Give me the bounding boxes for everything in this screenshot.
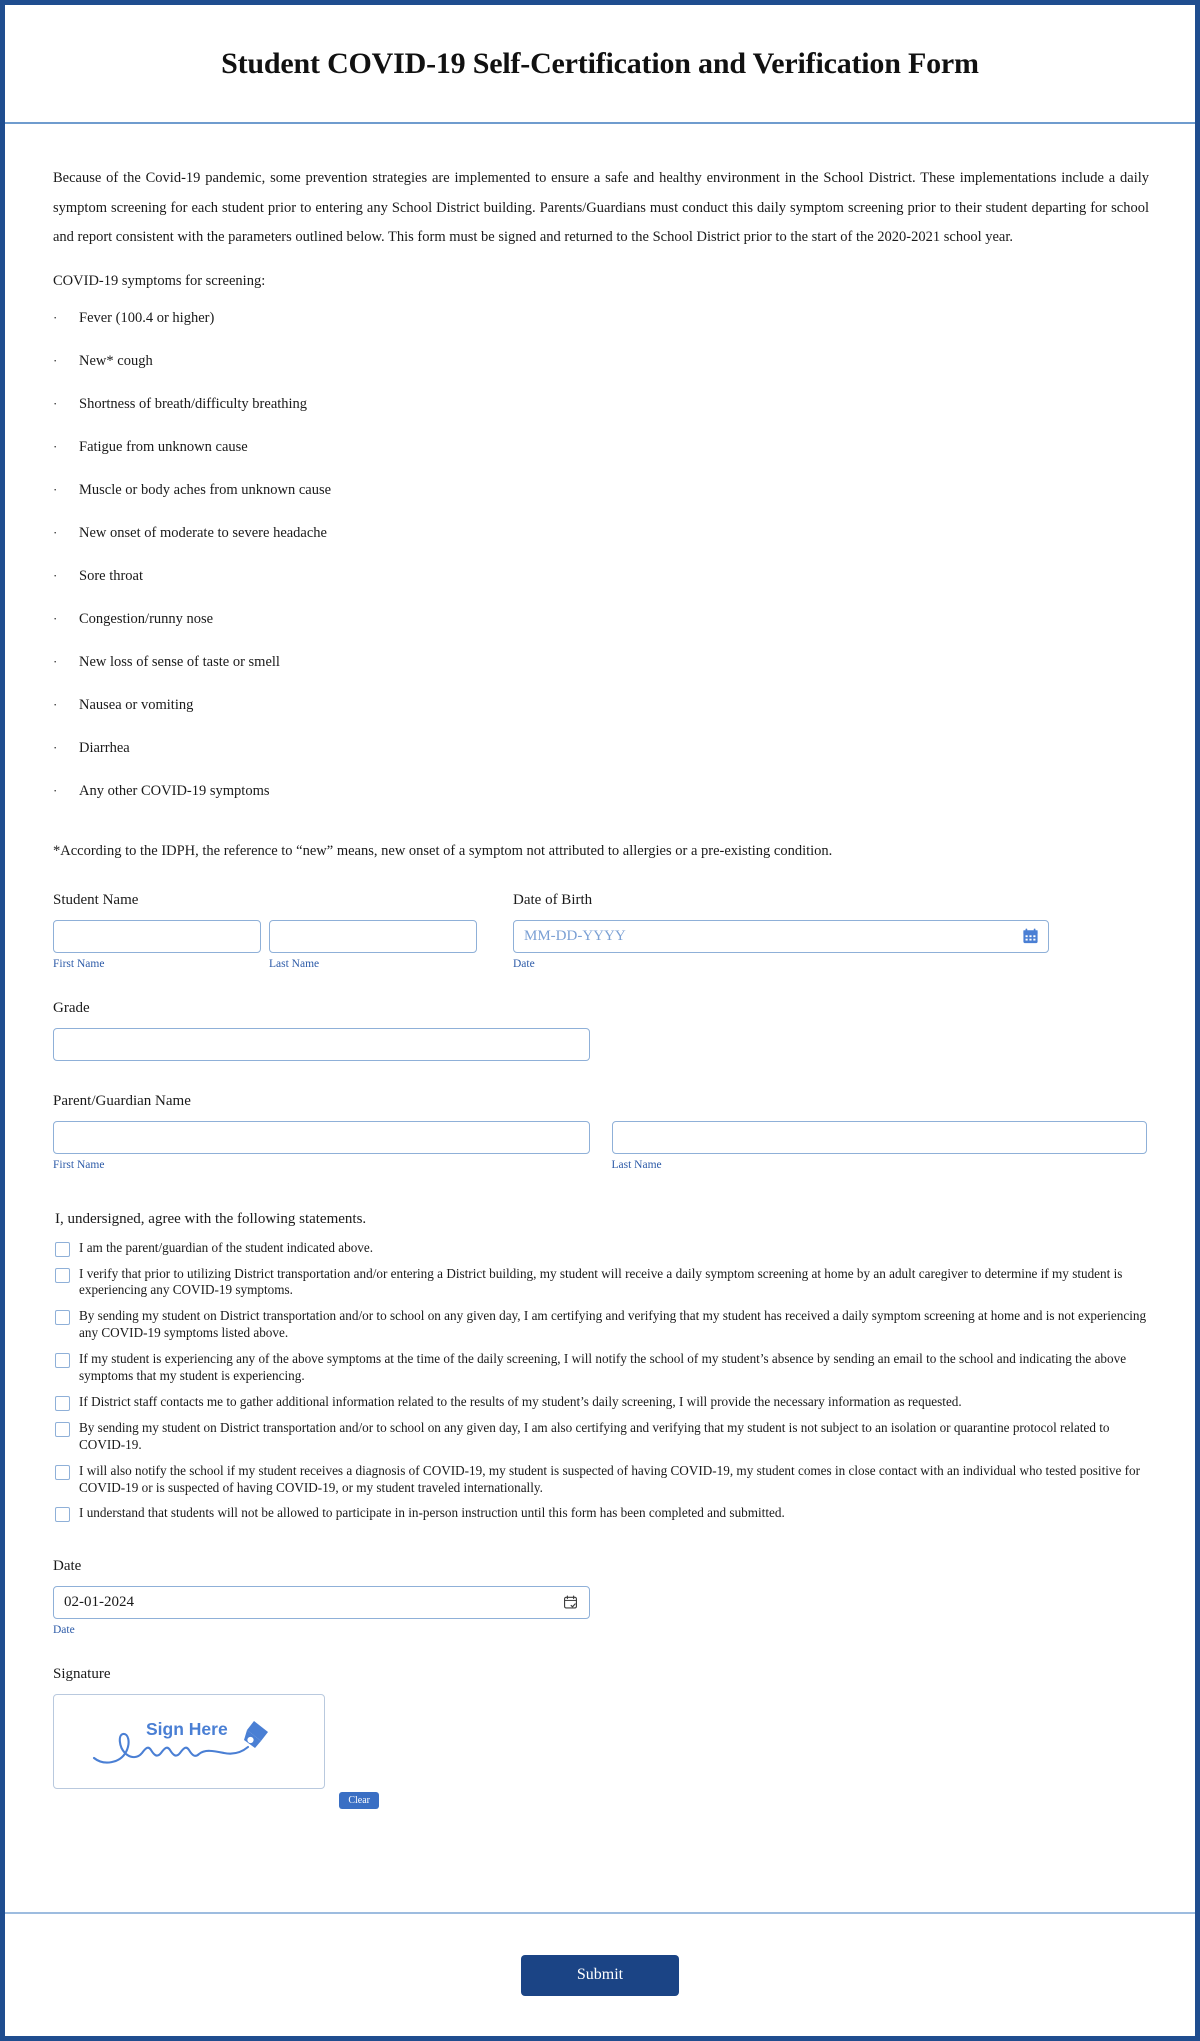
list-item <box>53 655 1147 670</box>
agreement-row <box>53 1308 1147 1342</box>
clear-signature-button[interactable]: Clear <box>339 1792 379 1809</box>
list-item <box>53 612 1147 627</box>
agreement-label-2: I verify that prior to utilizing District transportation and/or entering a District building, my student will receive a daily symptom screening at home by an adult caregiver to determine if my student is experiencing any COVID-19 symptoms. <box>79 1265 1123 1298</box>
date-of-birth-input[interactable] <box>513 920 1049 953</box>
grade-field-block <box>53 1000 1147 1061</box>
list-item <box>53 698 1147 713</box>
agreement-row <box>53 1351 1147 1385</box>
agreement-row <box>53 1463 1147 1497</box>
page-title: Student COVID-19 Self-Certification and Verification Form <box>221 46 979 80</box>
symptom-label: New* cough <box>79 352 153 369</box>
sign-here-text: Sign Here <box>145 1718 228 1739</box>
parent-last-name-sublabel: Last Name <box>611 1158 662 1171</box>
bullet-icon: · <box>53 309 58 325</box>
agreements-list <box>53 1240 1147 1523</box>
idph-footnote: *According to the IDPH, the reference to “new” means, new onset of a symptom not attributed to allergies or a pre-existing condition. <box>53 843 833 860</box>
student-name-label: Student Name <box>53 891 139 908</box>
grade-label: Grade <box>53 999 90 1016</box>
agreement-checkbox-4[interactable] <box>55 1353 70 1368</box>
student-last-name-sublabel: Last Name <box>269 957 320 970</box>
date-label: Date <box>53 1558 82 1575</box>
date-of-birth-sublabel: Date <box>513 957 535 970</box>
student-first-name-input[interactable] <box>53 920 261 953</box>
bullet-icon: · <box>53 438 58 454</box>
student-last-name-input[interactable] <box>269 920 477 953</box>
list-item <box>53 741 1147 756</box>
date-of-birth-label: Date of Birth <box>513 891 593 908</box>
agreement-row <box>53 1420 1147 1454</box>
bullet-icon: · <box>53 352 58 368</box>
grade-input[interactable] <box>53 1028 590 1061</box>
parent-guardian-field-block <box>53 1093 1147 1171</box>
list-item <box>53 354 1147 369</box>
agreement-row <box>53 1394 1147 1411</box>
agreements-intro: I, undersigned, agree with the following statements. <box>55 1210 367 1227</box>
agreement-label-1: I am the parent/guardian of the student indicated above. <box>79 1239 374 1255</box>
signature-pad[interactable] <box>53 1694 370 1807</box>
agreement-label-3: By sending my student on District transportation and/or to school on any given day, I am certifying and verifying that my student has received a daily symptom screening at home and is not experiencing any COVID-19 symptoms listed above. <box>79 1308 1147 1341</box>
calendar-icon[interactable] <box>1022 928 1039 945</box>
parent-guardian-name-label: Parent/Guardian Name <box>53 1092 191 1109</box>
symptom-label: Fever (100.4 or higher) <box>79 309 215 326</box>
list-item <box>53 784 1147 799</box>
symptom-label: Diarrhea <box>79 739 130 756</box>
parent-first-name-sublabel: First Name <box>53 1158 105 1171</box>
date-input[interactable] <box>53 1586 590 1619</box>
form-body <box>5 124 1195 1807</box>
list-item <box>53 311 1147 326</box>
student-first-name-sublabel: First Name <box>53 957 105 970</box>
bullet-icon: · <box>53 782 58 798</box>
agreement-row <box>53 1505 1147 1522</box>
agreement-checkbox-2[interactable] <box>55 1268 70 1283</box>
date-field-block <box>53 1558 1147 1636</box>
symptom-label: New onset of moderate to severe headache <box>79 524 327 541</box>
symptom-label: Fatigue from unknown cause <box>79 438 248 455</box>
list-item <box>53 397 1147 412</box>
bullet-icon: · <box>53 567 58 583</box>
agreement-checkbox-7[interactable] <box>55 1465 70 1480</box>
symptom-label: Muscle or body aches from unknown cause <box>79 481 332 498</box>
bullet-icon: · <box>53 739 58 755</box>
intro-paragraph: Because of the Covid-19 pandemic, some prevention strategies are implemented to ensure a safe and healthy environment in the School District. These implementations include a daily symptom screening for each student prior to entering any School District building. Parents/Guardians must conduct this daily symptom screening prior to their student departing for school and report consistent with the parameters outlined below. This form must be signed and returned to the School District prior to the start of the 2020-2021 school year. <box>53 170 1149 246</box>
agreement-checkbox-6[interactable] <box>55 1422 70 1437</box>
bullet-icon: · <box>53 481 58 497</box>
symptom-label: Shortness of breath/difficulty breathing <box>79 395 308 412</box>
parent-last-name-input[interactable] <box>612 1121 1148 1154</box>
sign-here-illustration <box>82 1709 297 1775</box>
agreement-row <box>53 1266 1147 1300</box>
symptom-label: Congestion/runny nose <box>79 610 214 627</box>
bullet-icon: · <box>53 524 58 540</box>
symptom-label: Sore throat <box>79 567 144 584</box>
signature-label: Signature <box>53 1666 111 1683</box>
list-item <box>53 483 1147 498</box>
symptoms-heading: COVID-19 symptoms for screening: <box>53 273 266 290</box>
symptom-list <box>53 311 1147 799</box>
list-item <box>53 569 1147 584</box>
agreement-row <box>53 1240 1147 1257</box>
student-name-and-dob-row <box>53 892 1147 970</box>
parent-first-name-input[interactable] <box>53 1121 590 1154</box>
signature-field-block <box>53 1666 1147 1807</box>
form-header <box>5 5 1195 124</box>
bullet-icon: · <box>53 610 58 626</box>
agreement-label-7: I will also notify the school if my student receives a diagnosis of COVID-19, my student is suspected of having COVID-19, my student comes in close contact with an individual who tested positive for COVID-19 or is suspected of having COVID-19, or my student traveled internationally. <box>79 1462 1141 1495</box>
symptom-label: Nausea or vomiting <box>79 696 194 713</box>
bullet-icon: · <box>53 696 58 712</box>
agreement-label-4: If my student is experiencing any of the above symptoms at the time of the daily screening, I will notify the school of my student’s absence by sending an email to the school and indicating the above symptoms that my student is experiencing. <box>79 1351 1127 1384</box>
list-item <box>53 440 1147 455</box>
agreement-checkbox-3[interactable] <box>55 1310 70 1325</box>
agreement-label-6: By sending my student on District transportation and/or to school on any given day, I am also certifying and verifying that my student is not subject to an isolation or quarantine protocol related to COVID-19. <box>79 1419 1110 1452</box>
list-item <box>53 526 1147 541</box>
symptom-label: New loss of sense of taste or smell <box>79 653 280 670</box>
symptom-label: Any other COVID-19 symptoms <box>79 782 270 799</box>
agreement-checkbox-1[interactable] <box>55 1242 70 1257</box>
calendar-icon[interactable] <box>563 1594 580 1611</box>
agreement-label-5: If District staff contacts me to gather additional information related to the results of my student’s daily screening, I will provide the necessary information as requested. <box>79 1393 962 1409</box>
form-footer <box>5 1912 1195 2036</box>
agreement-label-8: I understand that students will not be allowed to participate in in-person instruction until this form has been completed and submitted. <box>79 1505 785 1521</box>
bullet-icon: · <box>53 395 58 411</box>
date-sublabel: Date <box>53 1624 75 1637</box>
agreement-checkbox-8[interactable] <box>55 1507 70 1522</box>
submit-button[interactable]: Submit <box>521 1955 679 1996</box>
agreement-checkbox-5[interactable] <box>55 1396 70 1411</box>
bullet-icon: · <box>53 653 58 669</box>
